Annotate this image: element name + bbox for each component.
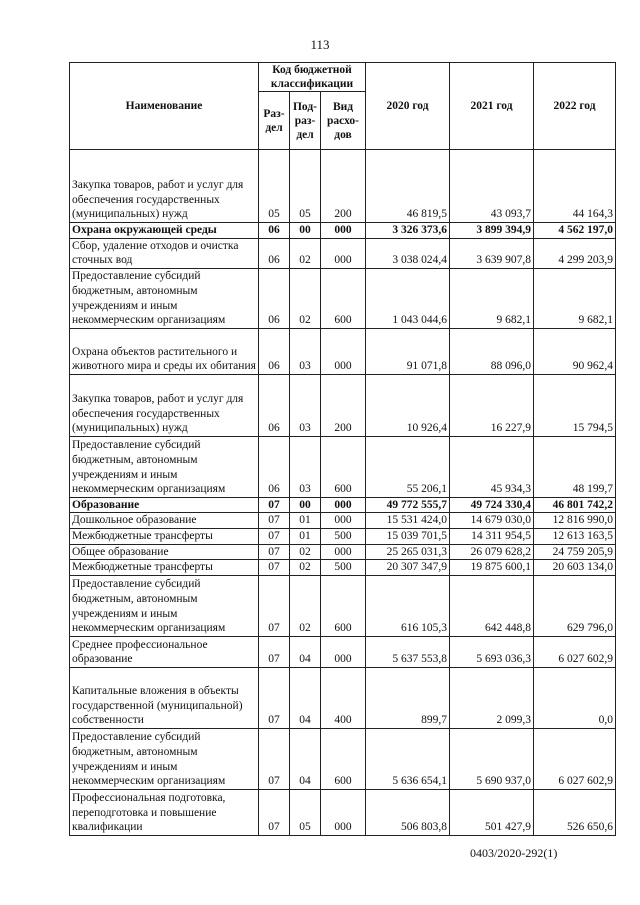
row-section: 07 [259, 544, 290, 560]
table-row [70, 374, 616, 436]
row-expense-type: 000 [321, 544, 366, 560]
table-row [70, 544, 616, 560]
row-name: Общее образование [70, 544, 259, 560]
row-2022: 15 794,5 [534, 374, 616, 436]
row-expense-type: 600 [321, 268, 366, 328]
row-2022: 0,0 [534, 667, 616, 728]
row-expense-type: 600 [321, 575, 366, 636]
row-2022: 46 801 742,2 [534, 497, 616, 513]
table-row [70, 223, 616, 239]
row-2022: 48 199,7 [534, 436, 616, 497]
row-expense-type: 400 [321, 667, 366, 728]
table-row [70, 528, 616, 544]
row-2022: 12 816 990,0 [534, 513, 616, 529]
row-2021: 642 448,8 [450, 575, 534, 636]
row-2020: 55 206,1 [366, 436, 450, 497]
header-subsection: Под-раз-дел [290, 92, 321, 150]
table-row [70, 328, 616, 374]
row-subsection: 05 [290, 150, 321, 223]
row-2020: 3 326 373,6 [366, 223, 450, 239]
row-name: Среднее профессиональное образование [70, 636, 259, 667]
row-subsection: 02 [290, 544, 321, 560]
row-expense-type: 500 [321, 560, 366, 576]
row-section: 06 [259, 328, 290, 374]
row-subsection: 01 [290, 513, 321, 529]
table-row [70, 575, 616, 636]
table-row [70, 150, 616, 223]
row-2021: 26 079 628,2 [450, 544, 534, 560]
row-2021: 16 227,9 [450, 374, 534, 436]
row-2021: 43 093,7 [450, 150, 534, 223]
row-subsection: 04 [290, 728, 321, 789]
row-2020: 10 926,4 [366, 374, 450, 436]
row-subsection: 05 [290, 789, 321, 835]
row-2020: 25 265 031,3 [366, 544, 450, 560]
row-2021: 14 311 954,5 [450, 528, 534, 544]
row-expense-type: 600 [321, 436, 366, 497]
row-2022: 24 759 205,9 [534, 544, 616, 560]
row-2020: 46 819,5 [366, 150, 450, 223]
row-subsection: 02 [290, 238, 321, 268]
row-subsection: 00 [290, 497, 321, 513]
row-2022: 90 962,4 [534, 328, 616, 374]
row-name: Охрана окружающей среды [70, 223, 259, 239]
row-2022: 6 027 602,9 [534, 636, 616, 667]
row-name: Межбюджетные трансферты [70, 528, 259, 544]
row-2021: 19 875 600,1 [450, 560, 534, 576]
row-2020: 20 307 347,9 [366, 560, 450, 576]
row-2020: 5 636 654,1 [366, 728, 450, 789]
row-expense-type: 200 [321, 150, 366, 223]
table-row [70, 268, 616, 328]
header-expense-type: Вид расхо-дов [321, 92, 366, 150]
row-2020: 49 772 555,7 [366, 497, 450, 513]
row-name: Сбор, удаление отходов и очистка сточных вод [70, 238, 259, 268]
row-section: 07 [259, 513, 290, 529]
row-section: 07 [259, 667, 290, 728]
row-2022: 6 027 602,9 [534, 728, 616, 789]
row-subsection: 00 [290, 223, 321, 239]
row-2020: 3 038 024,4 [366, 238, 450, 268]
row-2021: 88 096,0 [450, 328, 534, 374]
row-expense-type: 000 [321, 238, 366, 268]
row-subsection: 01 [290, 528, 321, 544]
row-name: Закупка товаров, работ и услуг для обеспечения государственных (муниципальных) нужд [70, 150, 259, 223]
row-2022: 4 562 197,0 [534, 223, 616, 239]
row-expense-type: 200 [321, 374, 366, 436]
row-name: Закупка товаров, работ и услуг для обеспечения государственных (муниципальных) нужд [70, 374, 259, 436]
row-section: 07 [259, 528, 290, 544]
row-section: 06 [259, 238, 290, 268]
row-name: Образование [70, 497, 259, 513]
row-section: 07 [259, 636, 290, 667]
row-subsection: 02 [290, 560, 321, 576]
row-section: 06 [259, 374, 290, 436]
row-expense-type: 000 [321, 513, 366, 529]
row-section: 07 [259, 575, 290, 636]
row-expense-type: 000 [321, 223, 366, 239]
row-name: Профессиональная подготовка, переподготовка и повышение квалификации [70, 789, 259, 835]
row-2021: 3 639 907,8 [450, 238, 534, 268]
row-2022: 12 613 163,5 [534, 528, 616, 544]
row-2020: 616 105,3 [366, 575, 450, 636]
row-2021: 3 899 394,9 [450, 223, 534, 239]
row-subsection: 02 [290, 268, 321, 328]
row-2021: 501 427,9 [450, 789, 534, 835]
page-number: 113 [310, 37, 330, 52]
row-2021: 49 724 330,4 [450, 497, 534, 513]
row-2022: 20 603 134,0 [534, 560, 616, 576]
row-name: Охрана объектов растительного и животного мира и среды их обитания [70, 328, 259, 374]
row-2020: 15 039 701,5 [366, 528, 450, 544]
row-subsection: 03 [290, 374, 321, 436]
row-2021: 45 934,3 [450, 436, 534, 497]
header-section: Раз-дел [259, 92, 290, 150]
row-2020: 1 043 044,6 [366, 268, 450, 328]
row-2021: 2 099,3 [450, 667, 534, 728]
row-expense-type: 500 [321, 528, 366, 544]
row-2020: 899,7 [366, 667, 450, 728]
row-subsection: 04 [290, 636, 321, 667]
row-2022: 4 299 203,9 [534, 238, 616, 268]
table-row [70, 436, 616, 497]
row-name: Предоставление субсидий бюджетным, автономным учреждениям и иным некоммерческим организациям [70, 268, 259, 328]
row-2022: 526 650,6 [534, 789, 616, 835]
table-row [70, 238, 616, 268]
row-2021: 9 682,1 [450, 268, 534, 328]
row-expense-type: 000 [321, 328, 366, 374]
header-budget-code: Код бюджетной классификации [259, 63, 366, 92]
table-row [70, 667, 616, 728]
row-section: 06 [259, 223, 290, 239]
table-row [70, 636, 616, 667]
header-name: Наименование [70, 63, 259, 150]
row-section: 05 [259, 150, 290, 223]
row-name: Предоставление субсидий бюджетным, автономным учреждениям и иным некоммерческим организациям [70, 575, 259, 636]
row-section: 07 [259, 728, 290, 789]
row-name: Предоставление субсидий бюджетным, автономным учреждениям и иным некоммерческим организациям [70, 728, 259, 789]
header-2021: 2021 год [450, 63, 534, 150]
row-expense-type: 000 [321, 789, 366, 835]
row-section: 07 [259, 789, 290, 835]
row-section: 07 [259, 560, 290, 576]
row-name: Межбюджетные трансферты [70, 560, 259, 576]
row-2022: 629 796,0 [534, 575, 616, 636]
row-name: Дошкольное образование [70, 513, 259, 529]
row-2022: 9 682,1 [534, 268, 616, 328]
header-2022: 2022 год [534, 63, 616, 150]
row-expense-type: 000 [321, 636, 366, 667]
table-body [70, 150, 616, 836]
row-2021: 5 693 036,3 [450, 636, 534, 667]
row-subsection: 03 [290, 436, 321, 497]
row-subsection: 04 [290, 667, 321, 728]
table-row [70, 728, 616, 789]
budget-table [69, 62, 616, 836]
row-name: Предоставление субсидий бюджетным, автономным учреждениям и иным некоммерческим организациям [70, 436, 259, 497]
row-expense-type: 600 [321, 728, 366, 789]
row-section: 07 [259, 497, 290, 513]
row-subsection: 03 [290, 328, 321, 374]
table-row [70, 513, 616, 529]
table-row [70, 497, 616, 513]
row-2021: 14 679 030,0 [450, 513, 534, 529]
row-section: 06 [259, 268, 290, 328]
row-name: Капитальные вложения в объекты государственной (муниципальной) собственности [70, 667, 259, 728]
row-2020: 15 531 424,0 [366, 513, 450, 529]
row-section: 06 [259, 436, 290, 497]
row-2020: 91 071,8 [366, 328, 450, 374]
row-2021: 5 690 937,0 [450, 728, 534, 789]
row-2022: 44 164,3 [534, 150, 616, 223]
row-subsection: 02 [290, 575, 321, 636]
table-row [70, 789, 616, 835]
table-row [70, 560, 616, 576]
row-2020: 5 637 553,8 [366, 636, 450, 667]
row-2020: 506 803,8 [366, 789, 450, 835]
document-code: 0403/2020-292(1) [470, 846, 558, 860]
row-expense-type: 000 [321, 497, 366, 513]
header-2020: 2020 год [366, 63, 450, 150]
